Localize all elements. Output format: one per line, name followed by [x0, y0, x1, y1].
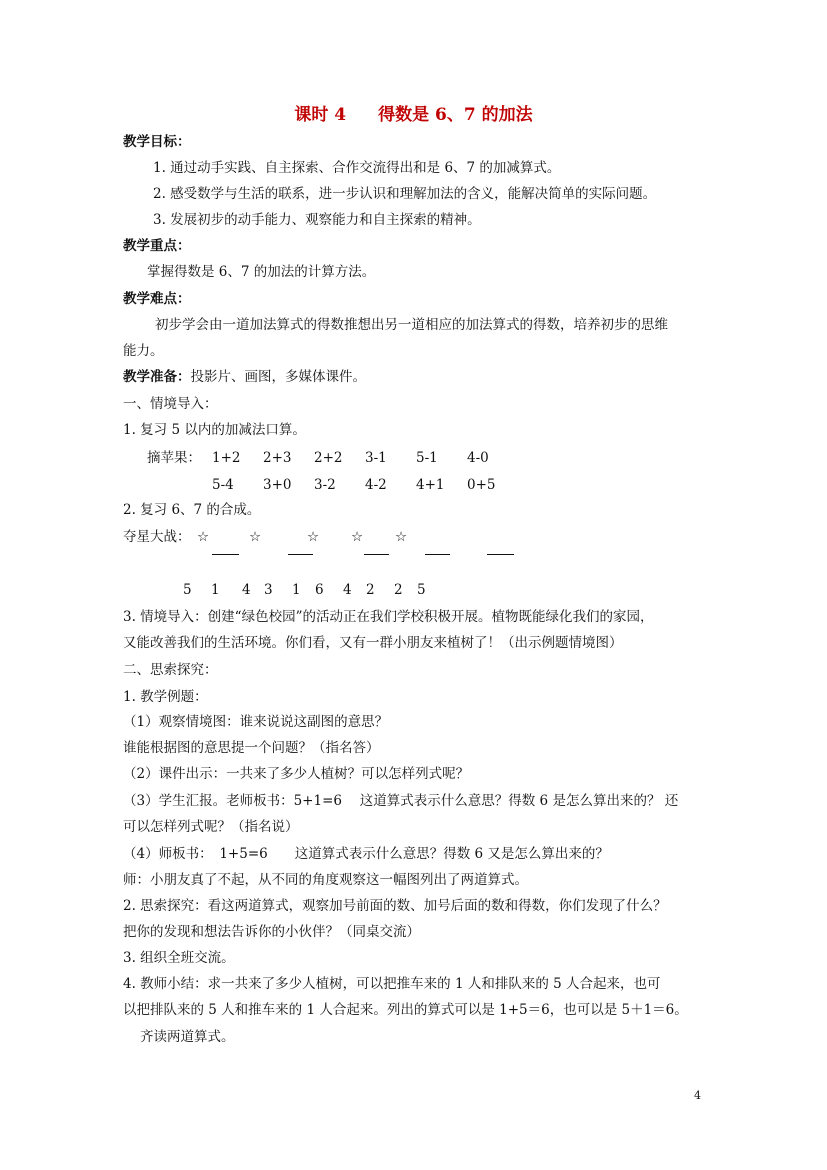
- section2-line: （4）师板书： 1+5=6 这道算式表示什么意思？得数 6 又是怎么算出来的？: [123, 846, 609, 862]
- expression: 0+5: [467, 477, 496, 493]
- section2-heading: 二、思索探究：: [123, 662, 218, 678]
- pair-number: 3: [264, 582, 273, 598]
- expression: 2+3: [263, 450, 292, 466]
- expression: 3-2: [314, 477, 336, 493]
- title-lesson: 课时 4: [294, 105, 347, 125]
- expression: 4-2: [365, 477, 387, 493]
- pair-number: 2: [366, 582, 375, 598]
- objective-item: 3. 发展初步的动手能力、观察能力和自主探索的精神。: [153, 212, 481, 228]
- pair-number: 2: [394, 582, 403, 598]
- section1-step3: 3. 情境导入：创建“绿色校园”的活动正在我们学校积极开展。植物既能绿化我们的家园，: [123, 609, 654, 625]
- expression: 3-1: [365, 450, 387, 466]
- objectives-heading: 教学目标：: [123, 134, 191, 150]
- star-icon: ☆: [307, 529, 320, 545]
- expression: 1+2: [212, 450, 241, 466]
- expression: 5-1: [416, 450, 438, 466]
- section2-line: 2. 思索探究：看这两道算式，观察加号前面的数、加号后面的数和得数，你们发现了什么？: [123, 898, 667, 914]
- pair-number: 6: [315, 582, 324, 598]
- section2-line: （3）学生汇报。老师板书：5+1=6 这道算式表示什么意思？得数 6 是怎么算出来的？ 还: [123, 793, 679, 809]
- pair-number: 1: [292, 582, 301, 598]
- section2-line: 齐读两道算式。: [140, 1029, 235, 1045]
- apple-row-1: [212, 449, 507, 467]
- page-title: [0, 104, 827, 126]
- section2-line: 3. 组织全班交流。: [123, 950, 235, 966]
- apple-label: 摘苹果：: [147, 450, 201, 466]
- pair-number: 5: [417, 582, 426, 598]
- apple-row-2: [212, 476, 507, 494]
- title-topic: 得数是 6、7 的加法: [378, 105, 533, 125]
- section2-line: 师：小朋友真了不起，从不同的角度观察这一幅图列出了两道算式。: [123, 872, 528, 888]
- preparation-heading: 教学准备：: [123, 369, 191, 385]
- section2-line: 以把排队来的 5 人和推车来的 1 人合起来。列出的算式可以是 1+5＝6，也可以是 5＋1＝6。: [123, 1002, 688, 1018]
- answer-blank: [425, 542, 450, 555]
- expression: 4-0: [467, 450, 489, 466]
- section2-line: 谁能根据图的意思提一个问题？（指名答）: [123, 740, 380, 756]
- star-icon: ☆: [395, 529, 408, 545]
- answer-blank: [288, 542, 313, 555]
- difficulty-line: 能力。: [123, 343, 164, 359]
- section2-line: （2）课件出示：一共来了多少人植树？可以怎样列式呢？: [123, 766, 470, 782]
- answer-blank: [364, 542, 389, 555]
- section2-line: 把你的发现和想法告诉你的小伙伴？（同桌交流）: [123, 924, 420, 940]
- answer-blank: [212, 542, 239, 555]
- expression: 5-4: [212, 477, 234, 493]
- section1-step3: 又能改善我们的生活环境。你们看，又有一群小朋友来植树了！（出示例题情境图）: [123, 635, 623, 651]
- pair-number: 4: [242, 582, 251, 598]
- difficulty-line: 初步学会由一道加法算式的得数推想出另一道相应的加法算式的得数，培养初步的思维: [155, 317, 668, 333]
- expression: 3+0: [263, 477, 292, 493]
- section1-heading: 一、情境导入：: [123, 396, 218, 412]
- pair-number: 1: [211, 582, 220, 598]
- star-icon: ☆: [249, 529, 262, 545]
- star-icon: ☆: [351, 529, 364, 545]
- objective-item: 2. 感受数学与生活的联系，进一步认识和理解加法的含义，能解决简单的实际问题。: [153, 186, 657, 202]
- section1-step2: 2. 复习 6、7 的合成。: [123, 502, 261, 518]
- pair-number: 4: [343, 582, 352, 598]
- key-point-heading: 教学重点：: [123, 238, 191, 254]
- page-number: 4: [694, 1089, 701, 1102]
- preparation: [123, 368, 366, 386]
- expression: 2+2: [314, 450, 343, 466]
- pair-number: 5: [183, 582, 192, 598]
- preparation-text: 投影片、画图，多媒体课件。: [190, 369, 366, 385]
- key-point-text: 掌握得数是 6、7 的加法的计算方法。: [147, 264, 376, 280]
- star-icon: ☆: [197, 529, 210, 545]
- star-label: 夺星大战：: [123, 529, 191, 545]
- section2-line: （1）观察情境图：谁来说说这副图的意思？: [123, 714, 389, 730]
- difficulty-heading: 教学难点：: [123, 291, 191, 307]
- answer-blank: [487, 542, 514, 555]
- objective-item: 1. 通过动手实践、自主探索、合作交流得出和是 6、7 的加减算式。: [153, 160, 561, 176]
- section2-line: 4. 教师小结：求一共来了多少人植树，可以把推车来的 1 人和排队来的 5 人合起来，也可: [123, 976, 661, 992]
- expression: 4+1: [416, 477, 445, 493]
- section2-line: 1. 教学例题：: [123, 689, 208, 705]
- section2-line: 可以怎样列式呢？（指名说）: [123, 819, 299, 835]
- section1-step1: 1. 复习 5 以内的加减法口算。: [123, 422, 306, 438]
